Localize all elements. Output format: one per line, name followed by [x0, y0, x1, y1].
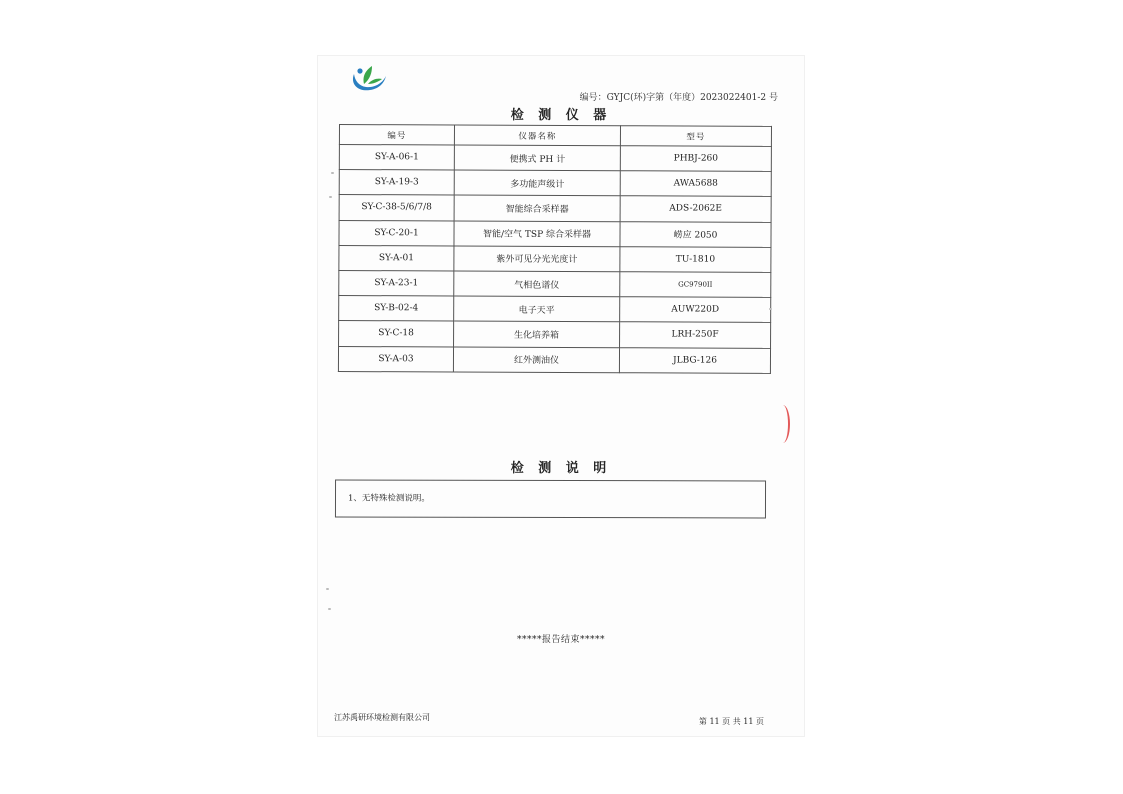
report-number: 编号：GYJC(环)字第（年度）2023022401-2 号 — [579, 93, 778, 103]
column-header-name: 仪器名称 — [454, 125, 620, 146]
cell-model: JLBG-126 — [619, 347, 770, 373]
scan-speck — [326, 588, 329, 590]
table-row — [339, 245, 771, 272]
seal-stamp-edge — [776, 405, 790, 443]
column-header-model: 型号 — [620, 126, 771, 147]
cell-name: 智能综合采样器 — [454, 195, 620, 221]
page-number: 第 11 页 共 11 页 — [698, 717, 764, 726]
table-row — [339, 296, 771, 323]
cell-id: SY-A-23-1 — [339, 270, 454, 296]
table-row — [339, 170, 771, 197]
cell-model: ADS-2062E — [620, 196, 771, 222]
cell-id: SY-B-02-4 — [339, 296, 454, 322]
cell-id: SY-A-06-1 — [339, 145, 454, 171]
table-row — [338, 346, 770, 373]
company-name: 江苏禹研环境检测有限公司 — [334, 713, 430, 722]
scan-speck — [328, 608, 331, 610]
notes-box — [335, 480, 766, 519]
column-header-id: 编号 — [339, 125, 454, 146]
cell-name: 紫外可见分光光度计 — [454, 246, 620, 272]
table-row — [339, 270, 771, 297]
cell-model: LRH-250F — [620, 322, 771, 348]
table-row — [339, 145, 771, 172]
company-logo-icon — [348, 62, 388, 94]
cell-id: SY-A-03 — [338, 346, 453, 372]
cell-name: 电子天平 — [454, 296, 620, 322]
table-header-row — [339, 125, 771, 147]
cell-name: 便携式 PH 计 — [454, 145, 620, 171]
cell-name: 智能/空气 TSP 综合采样器 — [454, 221, 620, 247]
instruments-table — [338, 124, 772, 374]
cell-id: SY-A-19-3 — [339, 170, 454, 196]
report-end-mark: *****报告结束***** — [516, 635, 605, 645]
cell-id: SY-C-18 — [339, 321, 454, 347]
notes-text: 1、无特殊检测说明。 — [347, 493, 430, 504]
cell-model: GC9790II — [620, 272, 771, 298]
cell-name: 红外测油仪 — [453, 347, 619, 373]
instruments-title: 检 测 仪 器 — [510, 108, 612, 123]
cell-model: 崂应 2050 — [620, 221, 771, 247]
cell-model: PHBJ-260 — [620, 146, 771, 172]
cell-id: SY-C-38-5/6/7/8 — [339, 195, 454, 221]
cell-name: 气相色谱仪 — [454, 271, 620, 297]
table-row — [339, 321, 771, 348]
document-page — [318, 56, 804, 736]
notes-title: 检 测 说 明 — [510, 461, 612, 476]
cell-id: SY-C-20-1 — [339, 220, 454, 246]
scan-speck — [769, 308, 772, 310]
scan-speck — [331, 172, 334, 174]
cell-name: 多功能声级计 — [454, 170, 620, 196]
cell-id: SY-A-01 — [339, 245, 454, 271]
cell-model: TU-1810 — [620, 246, 771, 272]
table-row — [339, 195, 771, 222]
cell-model: AUW220D — [620, 297, 771, 323]
table-row — [339, 220, 771, 247]
cell-model: AWA5688 — [620, 171, 771, 197]
cell-name: 生化培养箱 — [454, 321, 620, 347]
scan-speck — [329, 196, 332, 198]
